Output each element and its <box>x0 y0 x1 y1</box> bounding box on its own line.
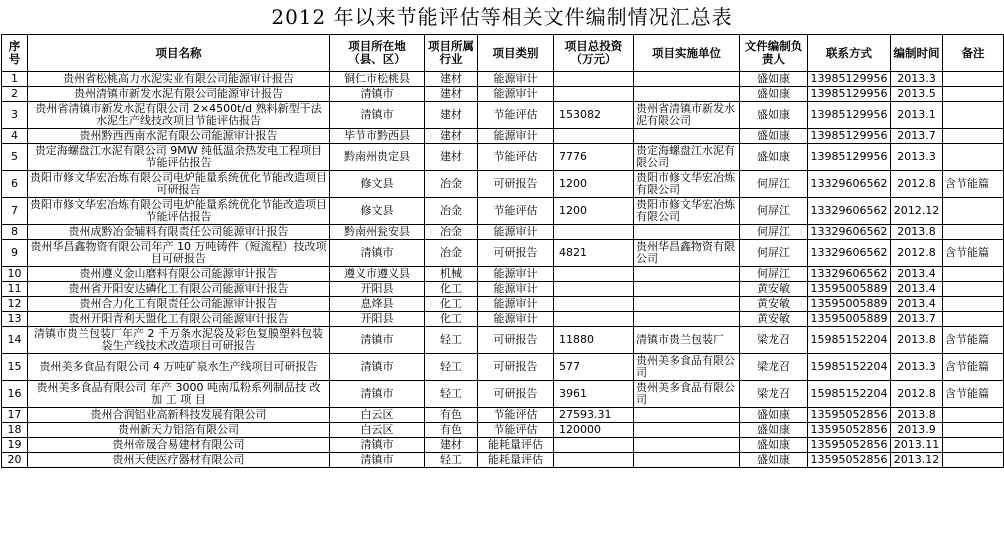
note-cell <box>943 267 1004 282</box>
note-cell <box>943 453 1004 468</box>
industry-cell: 化工 <box>425 312 478 327</box>
industry-cell: 建材 <box>425 72 478 87</box>
type-cell: 可研报告 <box>478 240 554 267</box>
note-cell: 含节能篇 <box>943 327 1004 354</box>
seq-cell: 19 <box>2 438 28 453</box>
project-name-cell: 贵州省开阳安达磷化工有限公司能源审计报告 <box>28 282 330 297</box>
investment-cell: 11880 <box>554 327 634 354</box>
investment-cell <box>554 129 634 144</box>
table-row <box>2 198 1004 225</box>
industry-cell: 建材 <box>425 87 478 102</box>
contact-cell: 15985152204 <box>808 327 891 354</box>
date-cell: 2012.12 <box>891 198 943 225</box>
project-name-cell: 贵州清镇市新发水泥有限公司能源审计报告 <box>28 87 330 102</box>
seq-cell: 15 <box>2 354 28 381</box>
seq-cell: 13 <box>2 312 28 327</box>
note-cell <box>943 198 1004 225</box>
header-note: 备注 <box>943 35 1004 72</box>
table-row <box>2 171 1004 198</box>
type-cell: 能耗量评估 <box>478 453 554 468</box>
person-cell: 何屏江 <box>740 240 808 267</box>
industry-cell: 建材 <box>425 102 478 129</box>
table-row <box>2 72 1004 87</box>
table-row <box>2 453 1004 468</box>
implementing-unit-cell: 贵定海螺盘江水泥有限公司 <box>634 144 740 171</box>
type-cell: 能源审计 <box>478 87 554 102</box>
location-cell: 遵义市遵义县 <box>330 267 425 282</box>
industry-cell: 轻工 <box>425 453 478 468</box>
industry-cell: 机械 <box>425 267 478 282</box>
person-cell: 梁龙召 <box>740 327 808 354</box>
contact-cell: 13595005889 <box>808 312 891 327</box>
date-cell: 2013.3 <box>891 72 943 87</box>
seq-cell: 18 <box>2 423 28 438</box>
project-name-cell: 贵州帝晟合易建材有限公司 <box>28 438 330 453</box>
industry-cell: 化工 <box>425 297 478 312</box>
investment-cell: 27593.31 <box>554 408 634 423</box>
industry-cell: 冶金 <box>425 225 478 240</box>
seq-cell: 1 <box>2 72 28 87</box>
table-row <box>2 423 1004 438</box>
table-header-row <box>2 35 1004 72</box>
seq-cell: 10 <box>2 267 28 282</box>
date-cell: 2013.11 <box>891 438 943 453</box>
seq-cell: 16 <box>2 381 28 408</box>
type-cell: 节能评估 <box>478 198 554 225</box>
note-cell <box>943 225 1004 240</box>
project-name-cell: 贵阳市修文华宏冶炼有限公司电炉能量系统优化节能改造项目可研报告 <box>28 171 330 198</box>
industry-cell: 建材 <box>425 144 478 171</box>
note-cell <box>943 144 1004 171</box>
contact-cell: 13595052856 <box>808 453 891 468</box>
person-cell: 盛如康 <box>740 408 808 423</box>
note-cell <box>943 312 1004 327</box>
contact-cell: 13595052856 <box>808 423 891 438</box>
industry-cell: 冶金 <box>425 240 478 267</box>
project-name-cell: 清镇市贵兰包装厂年产 2 千万条水泥袋及彩色复膜塑料包装袋生产线技术改造项目可研报告 <box>28 327 330 354</box>
implementing-unit-cell <box>634 129 740 144</box>
contact-cell: 13595005889 <box>808 282 891 297</box>
investment-cell: 153082 <box>554 102 634 129</box>
investment-cell <box>554 225 634 240</box>
industry-cell: 建材 <box>425 438 478 453</box>
date-cell: 2013.7 <box>891 129 943 144</box>
person-cell: 黄安敏 <box>740 297 808 312</box>
implementing-unit-cell <box>634 282 740 297</box>
location-cell: 白云区 <box>330 408 425 423</box>
note-cell: 含节能篇 <box>943 354 1004 381</box>
investment-cell <box>554 312 634 327</box>
note-cell: 含节能篇 <box>943 381 1004 408</box>
type-cell: 可研报告 <box>478 381 554 408</box>
person-cell: 梁龙召 <box>740 381 808 408</box>
location-cell: 清镇市 <box>330 381 425 408</box>
header-contact: 联系方式 <box>808 35 891 72</box>
person-cell: 盛如康 <box>740 102 808 129</box>
header-person: 文件编制负责人 <box>740 35 808 72</box>
location-cell: 清镇市 <box>330 453 425 468</box>
note-cell <box>943 297 1004 312</box>
location-cell: 清镇市 <box>330 438 425 453</box>
person-cell: 何屏江 <box>740 198 808 225</box>
header-seq: 序号 <box>2 35 28 72</box>
contact-cell: 13329606562 <box>808 171 891 198</box>
contact-cell: 13985129956 <box>808 102 891 129</box>
header-type: 项目类别 <box>478 35 554 72</box>
note-cell <box>943 438 1004 453</box>
implementing-unit-cell <box>634 72 740 87</box>
implementing-unit-cell: 贵州省清镇市新发水泥有限公司 <box>634 102 740 129</box>
industry-cell: 冶金 <box>425 171 478 198</box>
table-body <box>2 72 1004 468</box>
location-cell: 息烽县 <box>330 297 425 312</box>
project-name-cell: 贵州美多食品有限公司 年产 3000 吨南瓜粉系列制品技 改 加 工 项 目 <box>28 381 330 408</box>
person-cell: 梁龙召 <box>740 354 808 381</box>
person-cell: 何屏江 <box>740 171 808 198</box>
note-cell <box>943 129 1004 144</box>
investment-cell: 7776 <box>554 144 634 171</box>
date-cell: 2013.5 <box>891 87 943 102</box>
note-cell <box>943 408 1004 423</box>
project-name-cell: 贵州成黔冶金辅料有限责任公司能源审计报告 <box>28 225 330 240</box>
date-cell: 2012.8 <box>891 171 943 198</box>
person-cell: 盛如康 <box>740 72 808 87</box>
table-row <box>2 129 1004 144</box>
table-row <box>2 267 1004 282</box>
seq-cell: 12 <box>2 297 28 312</box>
header-location: 项目所在地（县、区） <box>330 35 425 72</box>
seq-cell: 5 <box>2 144 28 171</box>
industry-cell: 轻工 <box>425 327 478 354</box>
person-cell: 盛如康 <box>740 87 808 102</box>
person-cell: 盛如康 <box>740 453 808 468</box>
seq-cell: 7 <box>2 198 28 225</box>
implementing-unit-cell <box>634 423 740 438</box>
implementing-unit-cell <box>634 225 740 240</box>
implementing-unit-cell: 贵阳市修文华宏冶炼有限公司 <box>634 171 740 198</box>
location-cell: 修文县 <box>330 198 425 225</box>
table-row <box>2 408 1004 423</box>
industry-cell: 轻工 <box>425 381 478 408</box>
table-row <box>2 102 1004 129</box>
investment-cell: 3961 <box>554 381 634 408</box>
project-name-cell: 贵州新天力铝箔有限公司 <box>28 423 330 438</box>
date-cell: 2013.3 <box>891 354 943 381</box>
date-cell: 2013.7 <box>891 312 943 327</box>
contact-cell: 13985129956 <box>808 72 891 87</box>
implementing-unit-cell: 贵阳市修文华宏冶炼有限公司 <box>634 198 740 225</box>
industry-cell: 有色 <box>425 408 478 423</box>
implementing-unit-cell: 贵州美多食品有限公司 <box>634 381 740 408</box>
seq-cell: 11 <box>2 282 28 297</box>
type-cell: 能源审计 <box>478 225 554 240</box>
table-row <box>2 354 1004 381</box>
implementing-unit-cell: 贵州华昌鑫物资有限公司 <box>634 240 740 267</box>
project-name-cell: 贵州遵义金山磨料有限公司能源审计报告 <box>28 267 330 282</box>
type-cell: 节能评估 <box>478 423 554 438</box>
note-cell: 含节能篇 <box>943 171 1004 198</box>
type-cell: 能源审计 <box>478 282 554 297</box>
investment-cell: 120000 <box>554 423 634 438</box>
contact-cell: 13329606562 <box>808 267 891 282</box>
seq-cell: 20 <box>2 453 28 468</box>
contact-cell: 13329606562 <box>808 225 891 240</box>
person-cell: 何屏江 <box>740 225 808 240</box>
project-name-cell: 贵阳市修文华宏冶炼有限公司电炉能量系统优化节能改造项目节能评估报告 <box>28 198 330 225</box>
person-cell: 盛如康 <box>740 423 808 438</box>
type-cell: 可研报告 <box>478 327 554 354</box>
investment-cell: 4821 <box>554 240 634 267</box>
type-cell: 节能评估 <box>478 102 554 129</box>
type-cell: 节能评估 <box>478 144 554 171</box>
project-name-cell: 贵州省松桃高力水泥实业有限公司能源审计报告 <box>28 72 330 87</box>
implementing-unit-cell <box>634 312 740 327</box>
person-cell: 盛如康 <box>740 129 808 144</box>
date-cell: 2013.4 <box>891 282 943 297</box>
type-cell: 能源审计 <box>478 267 554 282</box>
investment-cell <box>554 282 634 297</box>
location-cell: 清镇市 <box>330 87 425 102</box>
table-row <box>2 225 1004 240</box>
note-cell: 含节能篇 <box>943 240 1004 267</box>
seq-cell: 2 <box>2 87 28 102</box>
project-name-cell: 贵州黔西西南水泥有限公司能源审计报告 <box>28 129 330 144</box>
header-date: 编制时间 <box>891 35 943 72</box>
seq-cell: 9 <box>2 240 28 267</box>
seq-cell: 14 <box>2 327 28 354</box>
date-cell: 2013.8 <box>891 327 943 354</box>
person-cell: 黄安敏 <box>740 312 808 327</box>
contact-cell: 13595052856 <box>808 408 891 423</box>
investment-cell <box>554 72 634 87</box>
seq-cell: 17 <box>2 408 28 423</box>
table-row <box>2 312 1004 327</box>
location-cell: 毕节市黔西县 <box>330 129 425 144</box>
industry-cell: 轻工 <box>425 354 478 381</box>
location-cell: 开阳县 <box>330 282 425 297</box>
type-cell: 可研报告 <box>478 171 554 198</box>
seq-cell: 3 <box>2 102 28 129</box>
date-cell: 2013.9 <box>891 423 943 438</box>
investment-cell <box>554 438 634 453</box>
type-cell: 能源审计 <box>478 72 554 87</box>
type-cell: 可研报告 <box>478 354 554 381</box>
note-cell <box>943 87 1004 102</box>
implementing-unit-cell <box>634 267 740 282</box>
header-name: 项目名称 <box>28 35 330 72</box>
date-cell: 2013.8 <box>891 408 943 423</box>
person-cell: 黄安敏 <box>740 282 808 297</box>
location-cell: 清镇市 <box>330 354 425 381</box>
investment-cell: 1200 <box>554 171 634 198</box>
contact-cell: 13985129956 <box>808 129 891 144</box>
header-investment: 项目总投资（万元） <box>554 35 634 72</box>
table-row <box>2 327 1004 354</box>
industry-cell: 化工 <box>425 282 478 297</box>
investment-cell <box>554 267 634 282</box>
project-name-cell: 贵州开阳青利天盟化工有限公司能源审计报告 <box>28 312 330 327</box>
person-cell: 盛如康 <box>740 144 808 171</box>
table-row <box>2 87 1004 102</box>
investment-cell: 1200 <box>554 198 634 225</box>
project-name-cell: 贵州美多食品有限公司 4 万吨矿泉水生产线项目可研报告 <box>28 354 330 381</box>
person-cell: 何屏江 <box>740 267 808 282</box>
contact-cell: 13595005889 <box>808 297 891 312</box>
type-cell: 能耗量评估 <box>478 438 554 453</box>
project-name-cell: 贵定海螺盘江水泥有限公司 9MW 纯低温余热发电工程项目节能评估报告 <box>28 144 330 171</box>
date-cell: 2013.12 <box>891 453 943 468</box>
note-cell <box>943 282 1004 297</box>
location-cell: 黔南州贵定县 <box>330 144 425 171</box>
project-name-cell: 贵州合力化工有限责任公司能源审计报告 <box>28 297 330 312</box>
seq-cell: 8 <box>2 225 28 240</box>
location-cell: 清镇市 <box>330 102 425 129</box>
investment-cell <box>554 87 634 102</box>
page-title: 2012 年以来节能评估等相关文件编制情况汇总表 <box>271 5 733 29</box>
note-cell <box>943 423 1004 438</box>
location-cell: 清镇市 <box>330 240 425 267</box>
date-cell: 2013.8 <box>891 225 943 240</box>
location-cell: 铜仁市松桃县 <box>330 72 425 87</box>
investment-cell <box>554 453 634 468</box>
investment-cell <box>554 297 634 312</box>
table-row <box>2 144 1004 171</box>
date-cell: 2012.8 <box>891 240 943 267</box>
header-unit: 项目实施单位 <box>634 35 740 72</box>
type-cell: 能源审计 <box>478 297 554 312</box>
location-cell: 修文县 <box>330 171 425 198</box>
note-cell <box>943 72 1004 87</box>
location-cell: 黔南州瓮安县 <box>330 225 425 240</box>
contact-cell: 15985152204 <box>808 381 891 408</box>
date-cell: 2013.3 <box>891 144 943 171</box>
industry-cell: 有色 <box>425 423 478 438</box>
header-industry: 项目所属行业 <box>425 35 478 72</box>
type-cell: 能源审计 <box>478 129 554 144</box>
implementing-unit-cell <box>634 408 740 423</box>
type-cell: 能源审计 <box>478 312 554 327</box>
seq-cell: 6 <box>2 171 28 198</box>
project-name-cell: 贵州天使医疗器材有限公司 <box>28 453 330 468</box>
location-cell: 白云区 <box>330 423 425 438</box>
contact-cell: 13985129956 <box>808 144 891 171</box>
industry-cell: 冶金 <box>425 198 478 225</box>
project-name-cell: 贵州合润铝业高新科技发展有限公司 <box>28 408 330 423</box>
person-cell: 盛如康 <box>740 438 808 453</box>
table-row <box>2 438 1004 453</box>
date-cell: 2013.1 <box>891 102 943 129</box>
note-cell <box>943 102 1004 129</box>
table-row <box>2 240 1004 267</box>
location-cell: 清镇市 <box>330 327 425 354</box>
seq-cell: 4 <box>2 129 28 144</box>
implementing-unit-cell <box>634 87 740 102</box>
contact-cell: 13329606562 <box>808 198 891 225</box>
table-row <box>2 381 1004 408</box>
location-cell: 开阳县 <box>330 312 425 327</box>
implementing-unit-cell <box>634 438 740 453</box>
contact-cell: 13985129956 <box>808 87 891 102</box>
contact-cell: 13595052856 <box>808 438 891 453</box>
project-name-cell: 贵州省清镇市新发水泥有限公司 2×4500t/d 熟料新型干法水泥生产线技改项目节能评估报告 <box>28 102 330 129</box>
table-row <box>2 297 1004 312</box>
table-row <box>2 282 1004 297</box>
date-cell: 2013.4 <box>891 267 943 282</box>
type-cell: 节能评估 <box>478 408 554 423</box>
date-cell: 2013.4 <box>891 297 943 312</box>
implementing-unit-cell: 贵州美多食品有限公司 <box>634 354 740 381</box>
project-name-cell: 贵州华昌鑫物资有限公司年产 10 万吨铸件（短流程）技改项目可研报告 <box>28 240 330 267</box>
implementing-unit-cell: 清镇市贵兰包装厂 <box>634 327 740 354</box>
contact-cell: 15985152204 <box>808 354 891 381</box>
contact-cell: 13329606562 <box>808 240 891 267</box>
date-cell: 2012.8 <box>891 381 943 408</box>
summary-table <box>1 34 1004 468</box>
implementing-unit-cell <box>634 453 740 468</box>
industry-cell: 建材 <box>425 129 478 144</box>
investment-cell: 577 <box>554 354 634 381</box>
implementing-unit-cell <box>634 297 740 312</box>
